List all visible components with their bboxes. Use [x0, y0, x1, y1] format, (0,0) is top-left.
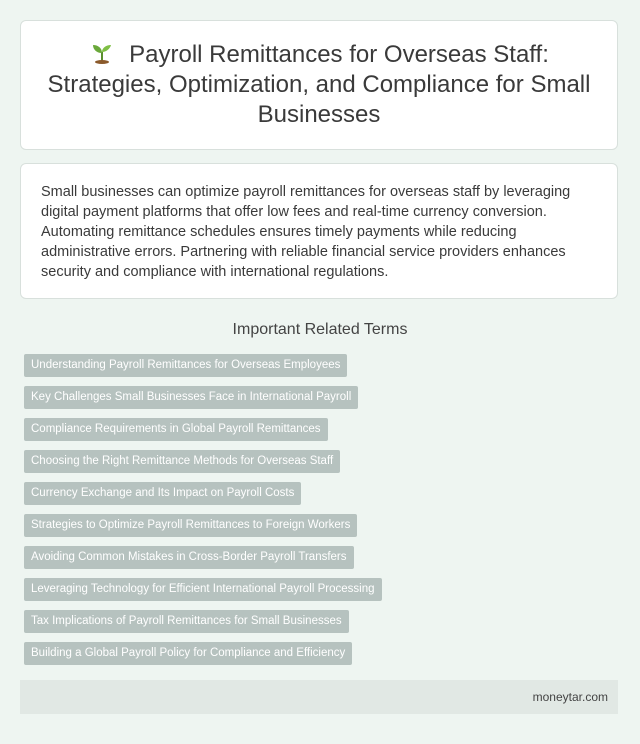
footer: [20, 680, 618, 714]
related-term-tag[interactable]: Leveraging Technology for Efficient International Payroll Processing: [24, 578, 382, 601]
related-term-tag[interactable]: Choosing the Right Remittance Methods for Overseas Staff: [24, 450, 340, 473]
list-item: [24, 610, 382, 642]
list-item: [24, 386, 382, 418]
related-terms-list: [24, 354, 382, 674]
list-item: [24, 354, 382, 386]
related-term-tag[interactable]: Tax Implications of Payroll Remittances for Small Businesses: [24, 610, 349, 633]
related-term-tag[interactable]: Avoiding Common Mistakes in Cross-Border Payroll Transfers: [24, 546, 354, 569]
related-term-tag[interactable]: Strategies to Optimize Payroll Remittances to Foreign Workers: [24, 514, 357, 537]
list-item: [24, 642, 382, 674]
footer-site-link[interactable]: moneytar.com: [532, 690, 608, 704]
list-item: [24, 450, 382, 482]
summary-text: Small businesses can optimize payroll remittances for overseas staff by leveraging digital payment platforms that offer low fees and real-time currency conversion. Automating remittance schedules ensures timely payments while reducing administrative errors. Partnering with reliable financial service providers enhances security and compliance with international regulations.: [41, 184, 571, 280]
related-term-tag[interactable]: Compliance Requirements in Global Payroll Remittances: [24, 418, 328, 441]
summary-card: [20, 163, 618, 299]
sprout-icon: [89, 42, 115, 64]
list-item: [24, 514, 382, 546]
related-term-tag[interactable]: Currency Exchange and Its Impact on Payroll Costs: [24, 482, 301, 505]
related-terms-heading: Important Related Terms: [232, 321, 408, 338]
page-title-text: Payroll Remittances for Overseas Staff: Strategies, Optimization, and Compliance for Small Businesses: [47, 41, 591, 128]
related-term-tag[interactable]: Building a Global Payroll Policy for Compliance and Efficiency: [24, 642, 352, 665]
list-item: [24, 578, 382, 610]
list-item: [24, 546, 382, 578]
list-item: [24, 482, 382, 514]
related-term-tag[interactable]: Key Challenges Small Businesses Face in International Payroll: [24, 386, 358, 409]
list-item: [24, 418, 382, 450]
title-card: [20, 20, 618, 150]
related-term-tag[interactable]: Understanding Payroll Remittances for Overseas Employees: [24, 354, 347, 377]
page-title: [39, 40, 599, 130]
